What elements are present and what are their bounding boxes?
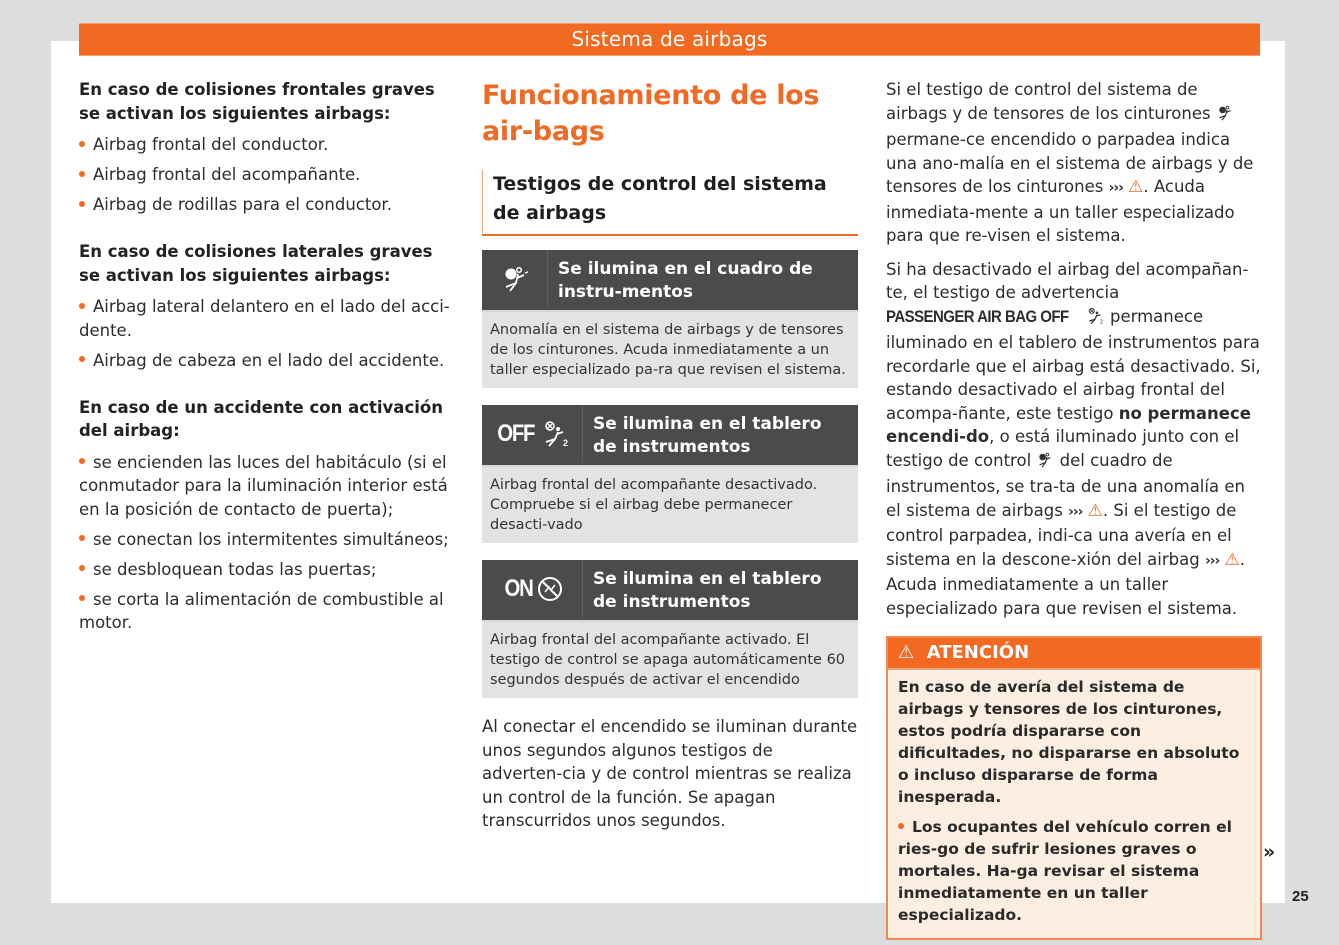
passenger-airbag-off-icon [482, 405, 583, 463]
warning-triangle-icon[interactable]: ⚠ [1128, 177, 1144, 197]
svg-text:2: 2 [562, 438, 568, 448]
airbag-belt-tensioner-icon [1036, 451, 1054, 476]
warning-lamp-card [482, 405, 858, 543]
list-item: Airbag frontal del conductor. [79, 133, 457, 157]
attention-bullet: Los ocupantes del vehículo corren el ries-go de sufrir lesiones graves o mortales. Ha-ga revisar el sistema inmediatamente en un taller especializado. [898, 818, 1232, 924]
airbag-belt-tensioner-icon [482, 250, 548, 308]
passenger-airbag-paragraph: Si ha desactivado el airbag del acompañan-te, el testigo de advertencia PASSENGER AIR BAG OFF 2 permanece iluminado en el tablero de instrumentos para recordarle que el airbag está desactivado. Si, estando desactivado el airbag frontal del acompa-ñante, este testigo no permanece encendi-do, o está iluminado junto con el testigo de control del cuadro de instrumentos, se tra-ta de una anomalía en el sistema de airbags ››› ⚠. Si el testigo de control parpadea, indi-ca una avería en el sistema en la descone-xión del airbag ››› ⚠. Acuda inmediatamente a un taller especializado para que revisen el sistema. [886, 259, 1261, 618]
list-item: se encienden las luces del habitáculo (si el conmutador para la iluminación interior está en la posición de contacto de puerta); [79, 452, 448, 519]
list-item: Airbag frontal del acompañante. [79, 163, 457, 187]
bullet-dot-icon [79, 565, 85, 571]
section-heading: En caso de colisiones laterales graves se activan los siguientes airbags: [79, 242, 433, 285]
bullet-dot-icon [79, 356, 85, 362]
bullet-dot-icon [79, 201, 85, 207]
bullet-dot-icon [898, 823, 904, 829]
column-right [886, 78, 1261, 940]
list-item: Airbag de rodillas para el conductor. [79, 193, 457, 217]
page-number: 25 [1292, 888, 1309, 905]
bullet-dot-icon [79, 141, 85, 147]
list-item: se corta la alimentación de combustible al motor. [79, 589, 444, 632]
bullet-dot-icon [79, 303, 85, 309]
ignition-paragraph: Al conectar el encendido se iluminan durante unos segundos algunos testigos de adverten-cia y de control mientras se realiza un control de la función. Se apagan transcurridos unos segundos. [482, 717, 858, 830]
reference-arrows-icon[interactable]: ››› [1068, 503, 1083, 520]
attention-header: ⚠ ATENCIÓN [888, 638, 1260, 670]
section-airbag-activation [79, 396, 457, 635]
warning-triangle-icon[interactable]: ⚠ [1087, 500, 1103, 521]
subsection-title: Testigos de control del sistema de airbags [482, 170, 858, 236]
warning-lamp-card [482, 560, 858, 698]
attention-text: En caso de avería del sistema de airbags y tensores de los cinturones, estos podría dispararse con dificultades, no dispararse en absoluto o incluso dispararse de forma inesperada. [898, 678, 1240, 806]
lamp-title: Se ilumina en el tablero de instrumentos [593, 414, 822, 457]
column-middle [482, 78, 858, 843]
list-item: se conectan los intermitentes simultáneos; [79, 528, 457, 552]
lamp-title: Se ilumina en el tablero de instrumentos [593, 569, 822, 612]
reference-arrows-icon[interactable]: ››› [1204, 552, 1220, 569]
continue-on-next-page-icon: » [1263, 841, 1276, 863]
lamp-title: Se ilumina en el cuadro de instru-mentos [558, 259, 813, 302]
section-heading: En caso de colisiones frontales graves se activan los siguientes airbags: [79, 80, 435, 123]
lamp-description: Airbag frontal del acompañante desactivado. Compruebe si el airbag debe permanecer desacti-vado [482, 467, 858, 543]
passenger-airbag-on-icon [482, 560, 583, 618]
control-lamp-paragraph: Si el testigo de control del sistema de airbags y de tensores de los cinturones permane-ce encendido o parpadea indica una ano-malía en el sistema de airbags y de tensores de los cinturones ››› ⚠. Acuda inmediata-mente a un taller especializado para que re-visen el sistema. [886, 80, 1254, 245]
bullet-dot-icon [79, 171, 85, 177]
section-frontal-collisions [79, 78, 457, 217]
section-heading: En caso de un accidente con activación del airbag: [79, 397, 443, 440]
warning-lamp-card [482, 250, 858, 388]
lamp-description: Airbag frontal del acompañante activado. El testigo de control se apaga automáticamente 60 segundos después de activar el encendido [482, 622, 858, 698]
section-lateral-collisions [79, 240, 457, 372]
off-label: OFF [497, 420, 535, 448]
section-banner: Sistema de airbags [79, 23, 1260, 56]
reference-arrows-icon[interactable]: ››› [1108, 180, 1123, 196]
attention-box [886, 636, 1262, 940]
passenger-airbag-off-label: PASSENGER AIR BAG OFF [886, 306, 1069, 326]
on-label: ON [503, 575, 533, 603]
bullet-dot-icon [79, 535, 85, 541]
column-left [79, 78, 457, 641]
airbag-belt-tensioner-icon [1216, 104, 1234, 129]
page-title: Funcionamiento de los air-bags [482, 80, 820, 147]
svg-text:2: 2 [1099, 319, 1104, 325]
warning-triangle-icon: ⚠ [898, 642, 915, 663]
bullet-dot-icon [79, 458, 85, 464]
list-item: Airbag de cabeza en el lado del accidente. [79, 349, 457, 373]
lamp-description: Anomalía en el sistema de airbags y de tensores de los cinturones. Acuda inmediatamente a un taller especializado pa-ra que revisen el sistema. [482, 312, 858, 388]
bullet-dot-icon [79, 595, 85, 601]
list-item: se desbloquean todas las puertas; [79, 558, 457, 582]
list-item: Airbag lateral delantero en el lado del acci-dente. [79, 297, 450, 340]
warning-triangle-icon[interactable]: ⚠ [1224, 549, 1240, 570]
passenger-airbag-off-icon [1085, 307, 1105, 332]
